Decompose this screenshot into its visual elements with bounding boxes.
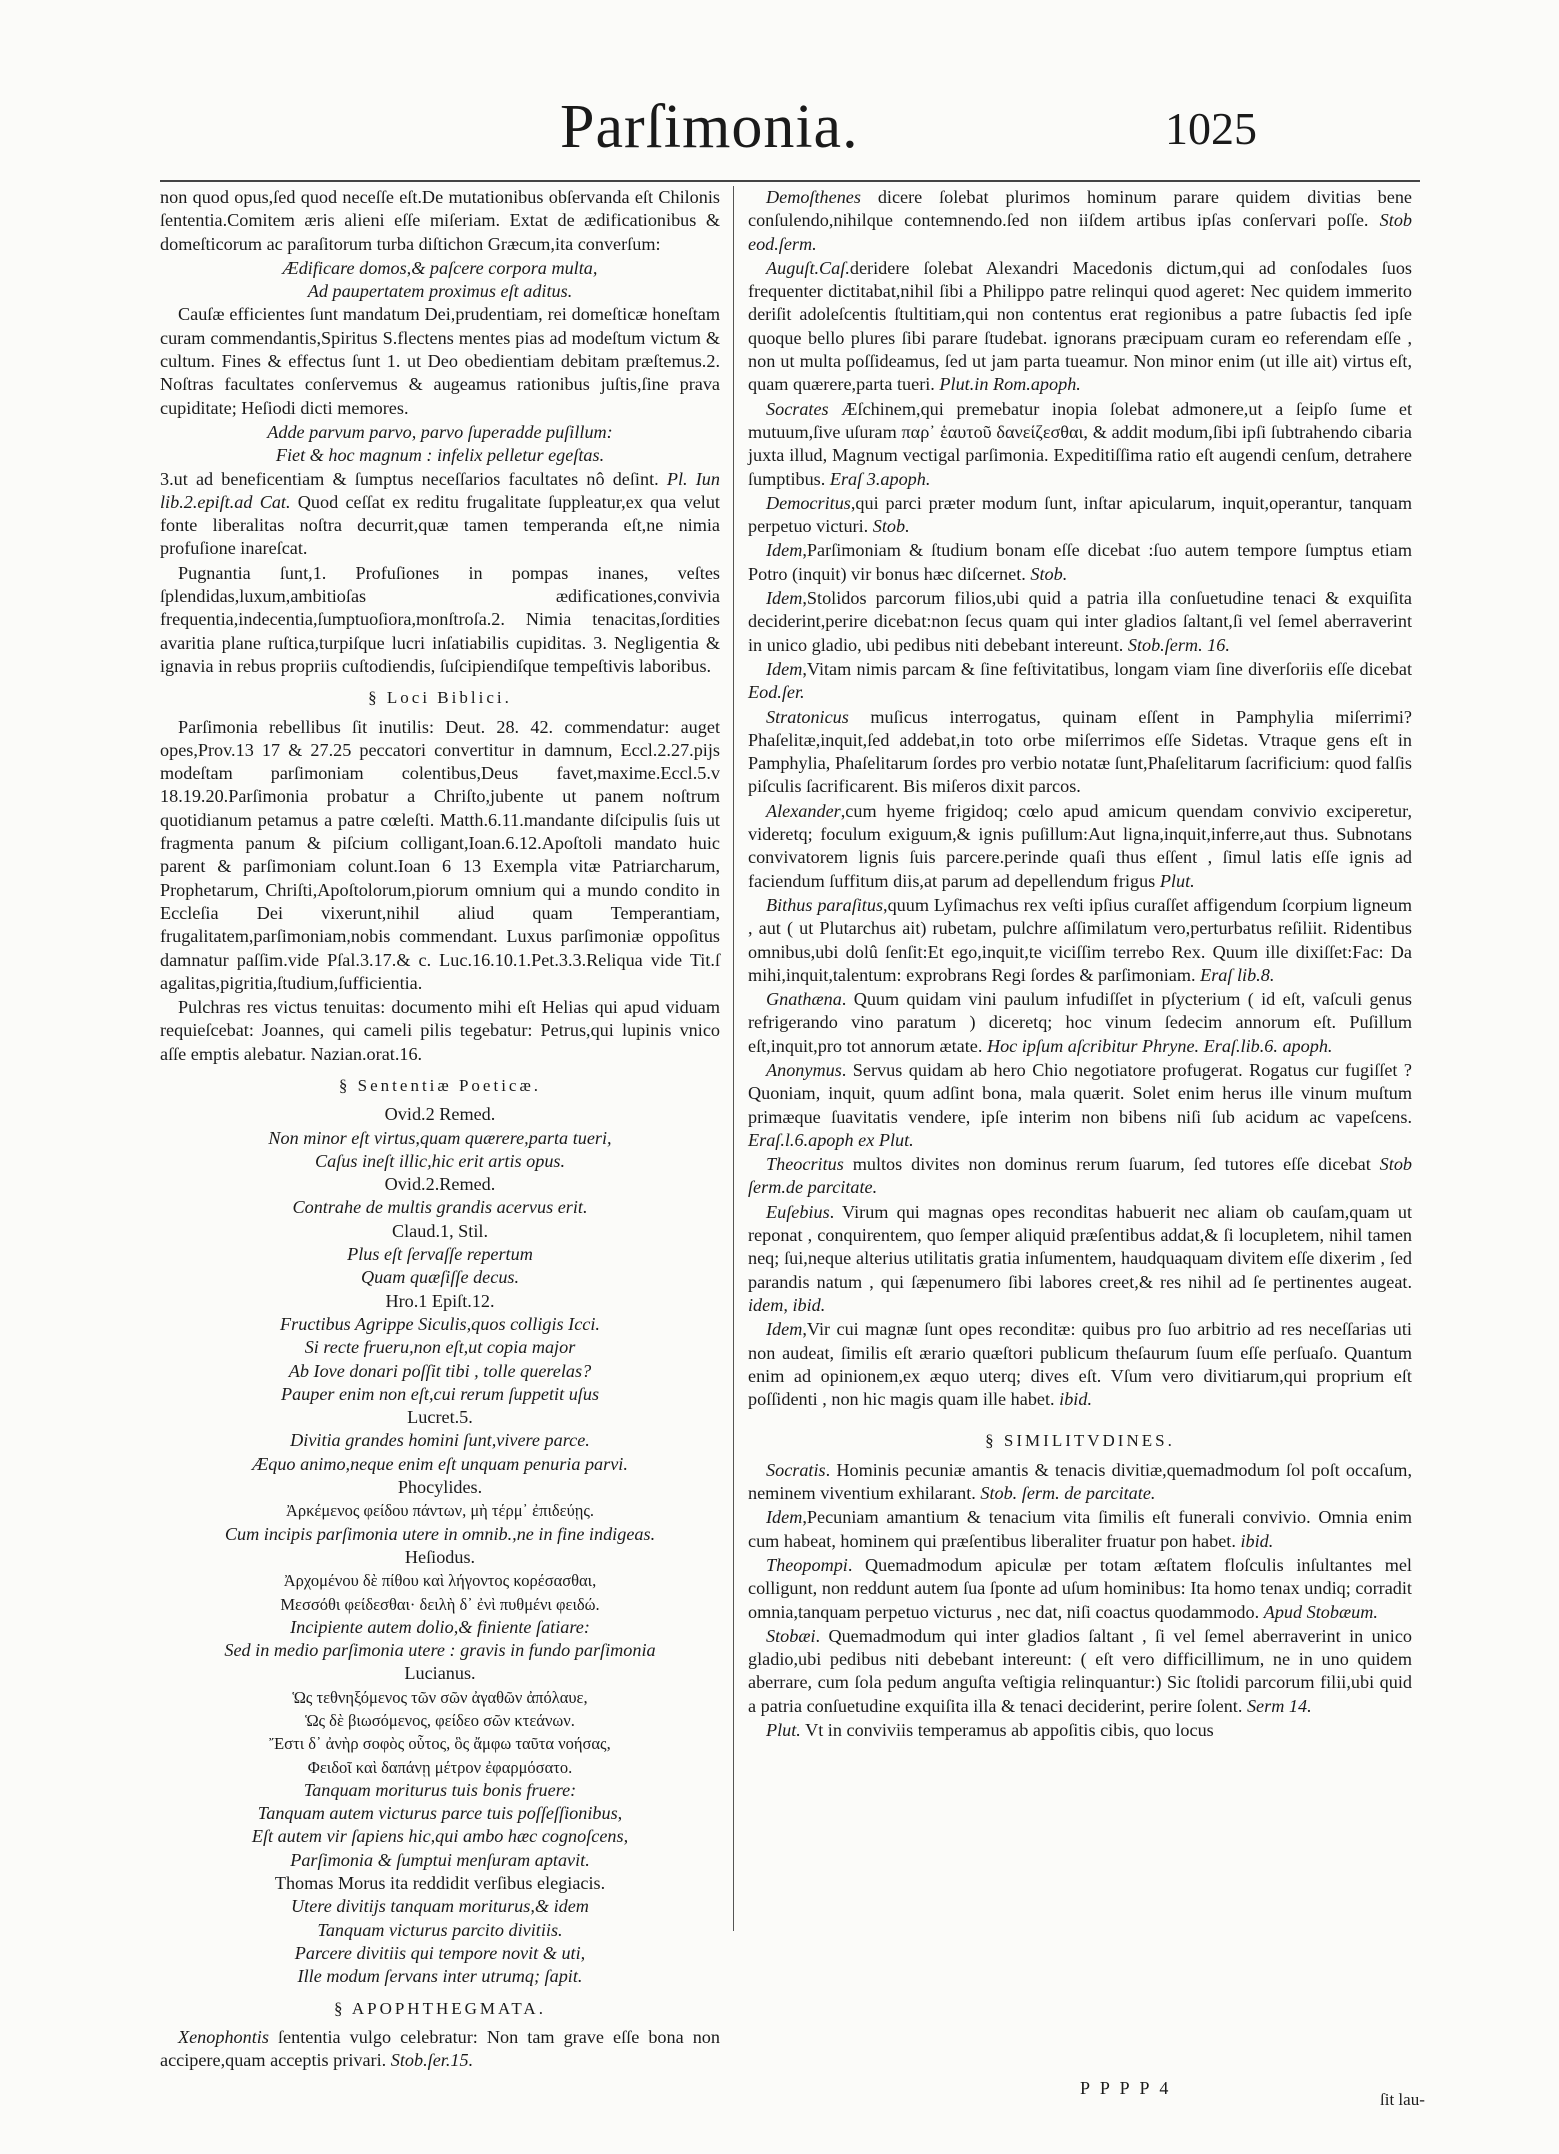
tertio-paragraph [160, 468, 720, 561]
entry-text: . Quemadmodum qui inter gladios ſaltant , ſi vel ſemel aberraverint in unico gladio,ubi pedibus niti debebant intereunt: ( eſt vero difficillimum, ne in uno quidem aberrare, cum ſola pedum anguſta veſtigia relinquantur:) Sic ſtolidi parcorum filii,ubi quid a patria conſuetudine exquiſita illa & tenaci deciderint, perire ſolent. [748, 1625, 1412, 1716]
intro-paragraph: non quod opus,ſed quod neceſſe eſt.De mutationibus obſervanda eſt Chilonis ſententia.Comitem æris alieni eſſe miſeriam. Extat de ædificationibus & domeſticorum ac paraſitorum turba diſtichon Græcum,ita converſum: [160, 187, 720, 254]
poet-attribution: Claud.1, Stil. [392, 1220, 488, 1241]
entry-paragraph [748, 800, 1412, 893]
apoph-reference: Stob.ſer.15. [390, 2050, 474, 2071]
section-heading-sententiae: § Sententiæ Poeticæ. [338, 1075, 542, 1095]
author-name: Socrates [766, 398, 829, 419]
entry-text: ,qui parci præter modum ſunt, inſtar apicularum, inquit,operantur, tanquam perpetuo victuri. [748, 492, 1412, 537]
entry-text: ,Pecuniam amantium & tenacium vita ſimilis eſt funerali convivio. Omnia enim cum habeat, hominem qui præſentibus liberaliter fruatur pon habet. [748, 1507, 1412, 1551]
author-name: Idem [766, 1507, 803, 1528]
loci-paragraph: Parſimonia rebellibus ſit inutilis: Deut. 28. 42. commendatur: auget opes,Prov.13 17 & 27.25 peccatori convertitur in damnum, Eccl.2.27.pijs modeſtam parſimoniam colentibus,Deus favet,maxime.Eccl.5.v 18.19.20.Parſimonia probatur a Chriſto,jubente ut panem noſtrum quotidianum petamus a patre cœleſti. Matth.6.11.mandante diſcipulis ſuis ut fragmenta panum & piſcium colligant,Ioan.6.12.Apoſtoli mandato huic parent & parſimoniam colunt.Ioan 6 13 Exempla vitæ Patriarcharum, Prophetarum, Chriſti,Apoſtolorum,piorum omnium qui a mundo condito in Eccleſia Dei vixerunt,nihil aliud quam Temperantiam, frugalitatem,parſimoniam,nobis commendant. Luxus parſimoniæ oppoſitus damnatur paſſim.vide Pſal.3.17.& c. Luc.16.10.1.Pet.3.3.Reliqua vide Tit.ſ agalitas,pigritia,ſtudium,ſufficientia. [160, 716, 720, 993]
section-heading-loci: § Loci Biblici. [368, 688, 512, 708]
poet-attribution: Heſiodus. [404, 1546, 476, 1567]
column-divider [733, 186, 734, 1931]
left-column [160, 186, 720, 2073]
entry-paragraph [748, 1625, 1412, 1718]
author-name: Democritus [766, 492, 851, 513]
author-name: Theocritus [766, 1154, 844, 1175]
pulchras-paragraph: Pulchras res victus tenuitas: documento mihi eſt Helias qui apud viduam requieſcebat: Joannes, qui cameli pilis tegebatur: Petrus,qui lupinis vnico aſſe emptis alebatur. Nazian.orat.16. [160, 997, 720, 1064]
source-reference: Eraſ 3.apoph. [829, 468, 931, 489]
pugnantia-paragraph: Pugnantia ſunt,1. Profuſiones in pompas inanes, veſtes ſplendidas,luxum,ambitioſas ædificationes,convivia frequentia,indecentia,ſumptuoſiora,monſtroſa.2. Nimia tenacitas,ſordities avaritia plane ruſtica,turpiſque lucri inſatiabilis cupiditas. 3. Negligentia & ignavia in rebus propriis cuſtodiendis, ſuſcipiendiſque tempeſtivis laboribus. [160, 562, 720, 676]
verse-line: Contrahe de multis grandis acervus erit. [292, 1197, 588, 1218]
source-reference: Plut. [1159, 870, 1195, 891]
tertio-reference: Pl. Iun lib.2.epiſt.ad Cat. [160, 468, 720, 512]
source-reference: Stob. ſerm. de parcitate. [980, 1483, 1156, 1504]
poet-attribution: Hro.1 Epiſt.12. [385, 1290, 495, 1311]
entry-text: deridere ſolebat Alexandri Macedonis dictum,qui ad conſodales ſuos frequenter dictitabat,nihil ſibi a Philippo patre relinqui quod ageret: Nec quidem immerito deriſit adoleſcentis ſtultitiam,qui non contentus erat regionibus a patre ſubactis ſed ipſe quoque bello plures ſibi parare ſtudebat. ignorans præcipuam curam eo referendam eſſe , non ut multa poſſideamus, ſed ut jam parta tueamur. Non minor enim (ut ille ait) virtus eſt, quam quærere,parta tueri. [748, 257, 1412, 395]
greek-verse-line: Ἀρκέμενος φείδου πάντων, μὴ τέρμ᾽ ἐπιδεύῃς. [285, 1501, 595, 1521]
poet-attribution: Ovid.2.Remed. [384, 1174, 496, 1195]
author-name: Bithus paraſitus [766, 894, 884, 915]
source-reference: ibid. [1059, 1389, 1092, 1410]
verse-line: Æquo animo,neque enim eſt unquam penuria parvi. [252, 1453, 628, 1474]
entry-paragraph [748, 186, 1412, 256]
right-column [748, 186, 1412, 1743]
author-name: Xenophontis [178, 2026, 269, 2047]
entry-text: ,Stolidos parcorum filios,ubi quid a patria illa conſuetudine tenaci & exquiſita deciderint,perire dicebat:non ſecus quam qui inter gladios ſaltant,ſi vel ſemel aberraverint in unico gladio, ubi pedibus niti debebant intereunt. [748, 588, 1412, 655]
entry-text: . Hominis pecuniæ amantis & tenacis divitiæ,quemadmodum ſol poſt occaſum, neminem viventium exhilarant. [748, 1459, 1412, 1504]
verse-line: Tanquam moriturus tuis bonis fruere: [303, 1779, 577, 1800]
verse-line: Caſus ineſt illic,hic erit artis opus. [314, 1150, 566, 1171]
source-reference: Apud Stobæum. [1263, 1601, 1378, 1622]
verse-line: Parcere divitiis qui tempore novit & uti, [294, 1942, 586, 1963]
author-name: Idem [766, 1319, 803, 1340]
similitude-entries [748, 1459, 1412, 1743]
causae-paragraph: Cauſæ efficientes ſunt mandatum Dei,prudentiam, rei domeſticæ honeſtam curam commendantis,Spiritus S.flectens mentes pias ad modeſtum victum & cultum. Fines & effectus ſunt 1. ut Deo obedientiam debitam præſtemus.2. Noſtras facultates conſervemus & augeamus rationibus juſtis,ſine prava cupiditate; Heſiodi dicti memores. [160, 304, 720, 418]
greek-verse-line: Ἔστι δ᾽ ἀνὴρ σοφὸς οὗτος, ὃς ἄμφω ταῦτα νοήσας, [269, 1734, 611, 1754]
author-name: Stobæi [766, 1625, 816, 1646]
author-name: Anonymus [766, 1059, 842, 1080]
source-reference: idem, ibid. [748, 1294, 826, 1315]
author-name: Auguſt.Caſ. [766, 257, 850, 278]
section-heading-similitudines: § SIMILITVDINES. [985, 1431, 1175, 1451]
source-reference: Eraſ lib.8. [1200, 964, 1275, 985]
entry-paragraph [748, 658, 1412, 705]
tertio-text-cont: Quod ceſſat ex reditu frugalitate ſuppleatur,ex qua velut fonte liberalitas noſtra decurrit,quæ tamen temperanda eſt,ne nimia profuſione inareſcat. [160, 491, 720, 559]
greek-verse-line: Φειδοῖ καὶ δαπάνῃ μέτρον ἐφαρμόσατο. [307, 1757, 573, 1777]
verse-line: Non minor eſt virtus,quam quærere,parta tueri, [268, 1127, 612, 1148]
entry-paragraph [748, 1201, 1412, 1317]
source-reference: Eod.ſer. [748, 682, 805, 703]
verse-line: Cum incipis parſimonia utere in omnib.,ne in fine indigeas. [224, 1523, 656, 1544]
entry-text: muſicus interrogatus, quinam eſſent in Pamphylia miſerrimi?Phaſelitæ,inquit,ſed addebat,in toto orbe miſerrimos eſſe Sidetas. Vtraque gens eſt in Pamphylia, Phaſelitarum ſordes pro verbio notatæ ſunt,Phaſelitarum ſacrificium: quod falſis piſculis ſacrificarent. Bis miſeros dixit parcos. [748, 706, 1412, 797]
entry-text: . Servus quidam ab hero Chio negotiatore profugerat. Rogatus cur fugiſſet ? Quoniam, inquit, quum adſint bona, mala quærit. Solet enim herus ille vinum muſtum primæque ſuavitatis vendere, ipſe interim non bibens niſi ſub acidum ac vapeſcens. [748, 1059, 1412, 1127]
greek-verse-line: Μεσσόθι φείδεσθαι· δειλὴ δ᾽ ἐνὶ πυθμένι φειδώ. [280, 1594, 600, 1614]
entry-paragraph [748, 1506, 1412, 1553]
greek-verse-line: Ὡς δὲ βιωσόμενος, φείδεο σῶν κτεάνων. [305, 1711, 575, 1730]
verse-line: Si recte frueru,non eſt,ut copia major [304, 1337, 576, 1358]
entry-paragraph [748, 1719, 1412, 1742]
author-name: Socratis [766, 1459, 826, 1480]
entry-paragraph [748, 1554, 1412, 1624]
entry-paragraph [748, 257, 1412, 397]
entry-text: ,quum Lyſimachus rex veſti ipſius curaſſet affigendum ſcorpium ligneum , aut ( ut Plutarchus ait) rubetam, pulchre aſſimilatum vero,perturbatus reſiliit. Ridentibus omnibus,ubi dolû ſenſit:Et ego,inquit,te viciſſim terrebo Rex. Quum ille dixiſſet:Fac: Da mihi,inquit,talentum: exprobrans Regi ſordes & parſimoniam. [748, 894, 1412, 985]
entry-paragraph [748, 1059, 1412, 1152]
verse-line: Plus eſt ſervaſſe repertum [347, 1244, 533, 1265]
verse-line: Ædificare domos,& paſcere corpora multa, [282, 257, 598, 278]
catchword: ſit lau- [1380, 2090, 1425, 2109]
author-name: Idem [766, 540, 803, 561]
signature-mark: P P P P 4 [1080, 2078, 1172, 2098]
verse-line: Sed in medio parſimonia utere : gravis in fundo parſimonia [224, 1640, 656, 1661]
author-name: Plut. [766, 1720, 801, 1740]
entry-text: . Quemadmodum apiculæ per totam æſtatem floſculis inſultantes mel colligunt, non reddunt autem ſua ſponte ad uſum hominibus: Ita homo tenax undiq; corradit omnia,tanquam perpetuo victurus , nec dat, niſi coactus quodammodo. [748, 1554, 1412, 1622]
author-name: Gnathæna [766, 989, 842, 1010]
source-reference: Stob. [1030, 563, 1068, 584]
author-name: Stratonicus [766, 706, 849, 727]
entry-paragraph [748, 492, 1412, 539]
page-number: 1025 [1165, 103, 1257, 154]
tertio-text: 3.ut ad beneficentiam & ſumptus neceſſarios facultates nô deſint. [160, 468, 659, 489]
verse-line: Incipiente autem dolio,& finiente ſatiare: [290, 1616, 590, 1637]
entry-paragraph [748, 706, 1412, 799]
verse-line: Tanquam victurus parcito divitiis. [317, 1919, 563, 1940]
source-reference: Serm 14. [1246, 1695, 1312, 1716]
header-rule [160, 180, 1420, 182]
entry-text: . Virum qui magnas opes reconditas habuerit nec aliam ob cauſam,quam ut reponat , conquirentem, quo ſemper aliquid præſentibus addat,& ſi locupletem, nihil tamen neq; ſui,neque alterius utilitatis gratia inſumentem, haudquaquam divitem eſſe dixerim , ſed parandis natum , qui ſæpenumero ſibi labores creet,& res nihil ad ſe pertinentes augeat. [748, 1201, 1412, 1292]
entry-text: ,Vitam nimis parcam & ſine feſtivitatibus, longam viam ſine diverſoriis eſſe dicebat [802, 658, 1412, 679]
author-name: Demoſthenes [766, 187, 861, 207]
apoph-text: ſententia vulgo celebratur: Non tam grave eſſe bona non accipere,quam acceptis privari. [160, 2026, 720, 2071]
source-reference: Stob.ſerm. 16. [1127, 634, 1230, 655]
poet-attribution: Lucret.5. [407, 1407, 473, 1428]
entry-paragraph [748, 1153, 1412, 1200]
source-reference: Stob. [872, 516, 910, 537]
verse-line: Pauper enim non eſt,cui rerum ſuppetit uſus [280, 1383, 600, 1404]
poet-attribution: Thomas Morus ita reddidit verſibus elegiacis. [274, 1873, 606, 1894]
verse-line: Ille modum ſervans inter utrumq; ſapit. [297, 1966, 583, 1987]
entry-text: ,Vir cui magnæ ſunt opes reconditæ: quibus pro ſuo arbitrio ad res neceſſarias uti non audeat, ſimilis eſt ærario quæſtori publicum theſaurum ſuum eſſe perſuaſo. Quantum enim ad opinionem,ex æquo uterq; dives eſt. Vſum vero divitiarum,qui proprium eſt poſſidenti , non hic magis quam ille habet. [748, 1319, 1412, 1410]
entry-paragraph [748, 1459, 1412, 1506]
verse-line: Tanquam autem victurus parce tuis poſſeſſionibus, [257, 1803, 623, 1824]
entry-text: dicere ſolebat plurimos hominum parare quidem divitias bene conſulendo,nihilque contemnendo.ſed non iiſdem artibus ipſas conſervari poſſe. [748, 187, 1412, 231]
entry-paragraph [748, 398, 1412, 491]
verse-line: Parſimonia & ſumptui menſuram aptavit. [290, 1849, 590, 1870]
verse-line: Ab Iove donari poſſit tibi , tolle querelas? [288, 1360, 592, 1381]
poet-attribution: Lucianus. [404, 1663, 476, 1684]
greek-verse-line: Ἀρχομένου δὲ πίθου καὶ λήγοντος κορέσασθαι, [283, 1571, 597, 1591]
poetry-block [160, 1103, 720, 1988]
entry-paragraph [748, 1318, 1412, 1411]
greek-verse-line: Ὡς τεθνηξόμενος τῶν σῶν ἀγαθῶν ἀπόλαυε, [292, 1687, 588, 1707]
entry-text: ,Parſimoniam & ſtudium bonam eſſe dicebat :ſuo autem tempore ſumptus etiam Potro (inquit) vir bonus hæc diſcernet. [748, 540, 1412, 584]
source-reference: Eraſ.l.6.apoph ex Plut. [748, 1129, 914, 1150]
verse-line: Adde parvum parvo, parvo ſuperadde puſillum: [267, 421, 613, 442]
author-name: Idem [766, 588, 803, 609]
source-reference: Hoc ipſum aſcribitur Phryne. Eraſ.lib.6. apoph. [986, 1035, 1333, 1056]
entry-paragraph [748, 587, 1412, 657]
entry-text: Vt in conviviis temperamus ab appoſitis cibis, quo locus [800, 1720, 1214, 1740]
poet-attribution: Phocylides. [397, 1477, 483, 1498]
source-reference: Plut.in Rom.apoph. [939, 374, 1081, 395]
source-reference: Stob eod.ſerm. [748, 210, 1413, 254]
verse-line: Quam quæſiſſe decus. [360, 1267, 520, 1288]
verse-line: Fructibus Agrippe Siculis,quos colligis Icci. [280, 1313, 600, 1334]
entry-paragraph [748, 539, 1412, 586]
apophthegm-entries [748, 186, 1412, 1411]
apoph-paragraph [160, 2026, 720, 2073]
entry-text: . Quum quidam vini paulum infudiſſet in pſycterium ( id eſt, vaſculi genus refrigerando vino paratum ) diceretq; hoc vinum ſedecim annorum eſt. Puſillum eſt,inquit,pro tot annorum ætate. [748, 989, 1412, 1056]
author-name: Euſebius [766, 1201, 830, 1222]
verse-line: Utere divitijs tanquam moriturus,& idem [291, 1896, 589, 1917]
section-heading-apophthegmata: § APOPHTHEGMATA. [334, 1998, 546, 2018]
source-reference: ibid. [1240, 1530, 1274, 1551]
poet-attribution: Ovid.2 Remed. [384, 1104, 496, 1125]
author-name: Theopompi [766, 1554, 848, 1575]
author-name: Alexander [766, 800, 841, 821]
verse-line: Ad paupertatem proximus eſt aditus. [307, 281, 573, 302]
entry-text: ,cum hyeme frigidoq; cœlo apud amicum quendam convivio exciperetur, videretq; foculum exiguum,& ignis puſillum:Aut ligna,inquit,inferre,aut thus. Subnotans convivatorem lignis ſuis parcere.perinde quaſi thus eſſent , ſimul latis eſſe ignis ad faciendum ſuffitum diis,at parum ad depellendum frigus [748, 800, 1412, 891]
entry-text: multos divites non dominus rerum ſuarum, ſed tutores eſſe dicebat [843, 1154, 1371, 1175]
source-reference: Stob ſerm.de parcitate. [748, 1154, 1413, 1198]
entry-paragraph [748, 988, 1412, 1058]
entry-text: Æſchinem,qui premebatur inopia ſolebat admonere,ut a ſeipſo ſume et mutuum,ſive uſuram παρ᾽ ἑαυτοῦ δανείζεσθαι, & addit modum,ſibi ipſi ſubtrahendo cibaria juxta illud, Magnum vectigal parſimonia. Expeditiſſima ratio eſt augendi cenſum, detrahere ſumptibus. [748, 398, 1412, 489]
entry-paragraph [748, 894, 1412, 987]
verse-line: Divitia grandes homini ſunt,vivere parce. [290, 1430, 590, 1451]
author-name: Idem [766, 658, 803, 679]
page-title: Parſimonia. [560, 93, 859, 161]
verse-line: Eſt autem vir ſapiens hic,qui ambo hæc cognoſcens, [251, 1826, 629, 1847]
verse-line: Fiet & hoc magnum : infelix pelletur egeſtas. [275, 445, 605, 466]
